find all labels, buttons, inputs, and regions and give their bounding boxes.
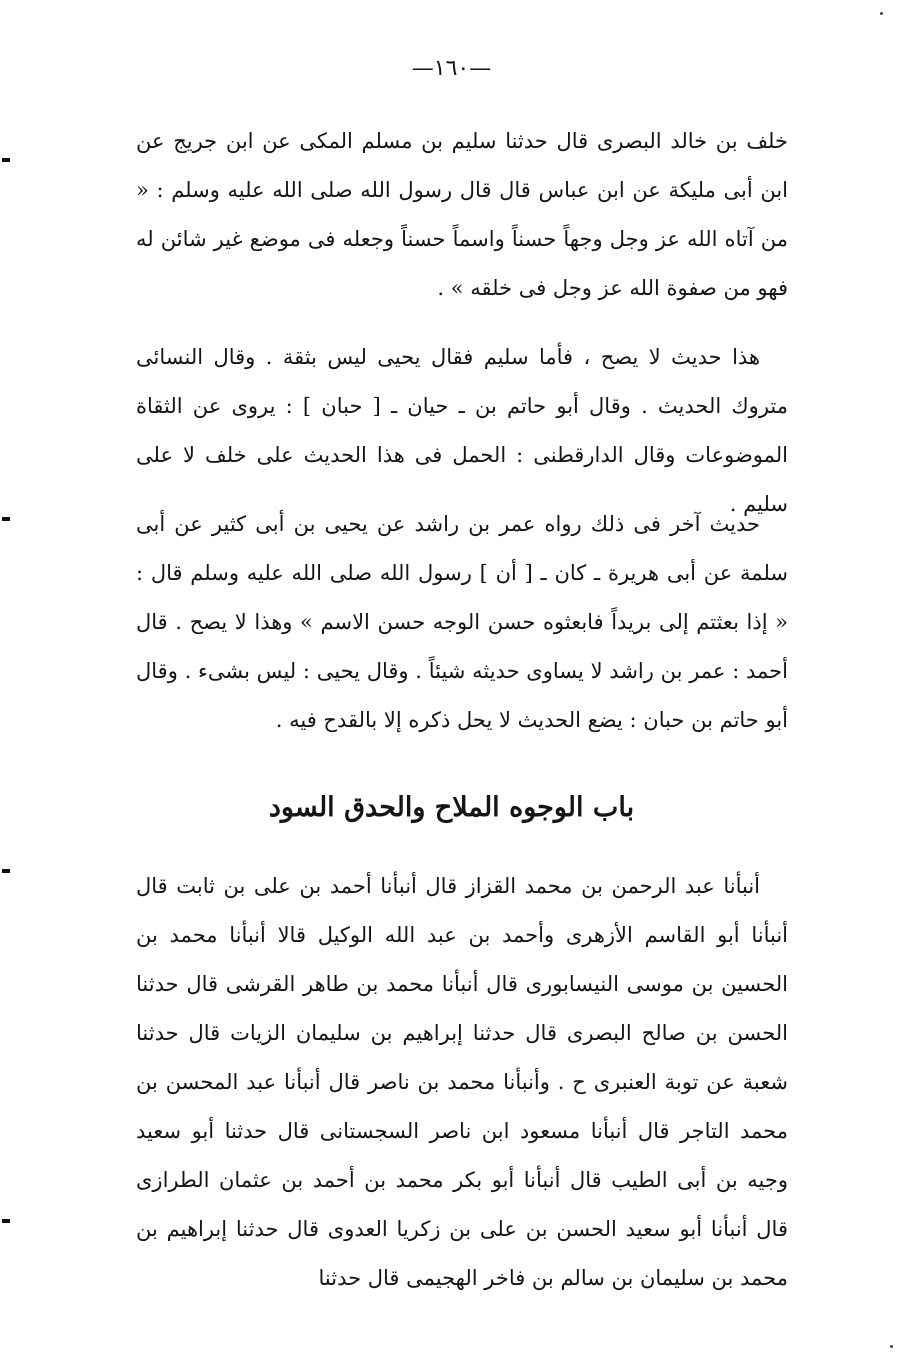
page-number: —١٦٠—	[411, 56, 492, 81]
section-heading: باب الوجوه الملاح والحدق السود	[268, 792, 635, 823]
paragraph-1: خلف بن خالد البصرى قال حدثنا سليم بن مسلم المكى عن ابن جريج عن ابن أبى مليكة عن ابن عباس قال قال رسول الله صلى الله عليه وسلم : « من آتاه الله عز وجل وجهاً حسناً واسماً حسناً وجعله فى موضع غير شائن له فهو من صفوة الله عز وجل فى خلقه » .	[136, 129, 788, 300]
paragraph-2: هذا حديث لا يصح ، فأما سليم فقال يحيى ليس بثقة . وقال النسائى متروك الحديث . وقال أبو حاتم بن ـ حيان ـ [ حبان ] : يروى عن الثقاة الموضوعات وقال الدارقطنى : الحمل فى هذا الحديث على خلف لا على سليم .	[136, 345, 788, 516]
paragraph-3: حديث آخر فى ذلك رواه عمر بن راشد عن يحيى بن أبى كثير عن أبى سلمة عن أبى هريرة ـ كان ـ [ أن ] رسول الله صلى الله عليه وسلم قال : « إذا بعثتم إلى بريداً فابعثوه حسن الوجه حسن الاسم » وهذا لا يصح . قال أحمد : عمر بن راشد لا يساوى حديثه شيئاً . وقال يحيى : ليس بشىء . وقال أبو حاتم بن حبان : يضع الحديث لا يحل ذكره إلا بالقدح فيه .	[136, 512, 788, 732]
paragraph-4: أنبأنا عبد الرحمن بن محمد القزاز قال أنبأنا أحمد بن على بن ثابت قال أنبأنا أبو القاسم الأزهرى وأحمد بن عبد الله الوكيل قالا أنبأنا محمد بن الحسين بن موسى النيسابورى قال أنبأنا محمد بن طاهر القرشى قال حدثنا الحسن بن صالح البصرى قال حدثنا إبراهيم بن سليمان الزيات قال حدثنا شعبة عن توبة العنبرى ح . وأنبأنا محمد بن ناصر قال أنبأنا عبد المحسن بن محمد التاجر قال أنبأنا مسعود ابن ناصر السجستانى قال حدثنا أبو سعيد وجيه بن أبى الطيب قال أنبأنا أبو بكر محمد بن أحمد بن عثمان الطرازى قال أنبأنا أبو سعيد الحسن بن على بن زكريا العدوى قال حدثنا إبراهيم بن محمد بن سليمان بن سالم بن فاخر الهجيمى قال حدثنا	[136, 874, 788, 1290]
margin-mark	[2, 869, 10, 873]
margin-mark	[2, 517, 10, 521]
scan-speck	[890, 1345, 893, 1348]
margin-mark	[2, 1219, 10, 1223]
margin-mark	[2, 158, 10, 162]
scan-speck	[880, 12, 883, 15]
